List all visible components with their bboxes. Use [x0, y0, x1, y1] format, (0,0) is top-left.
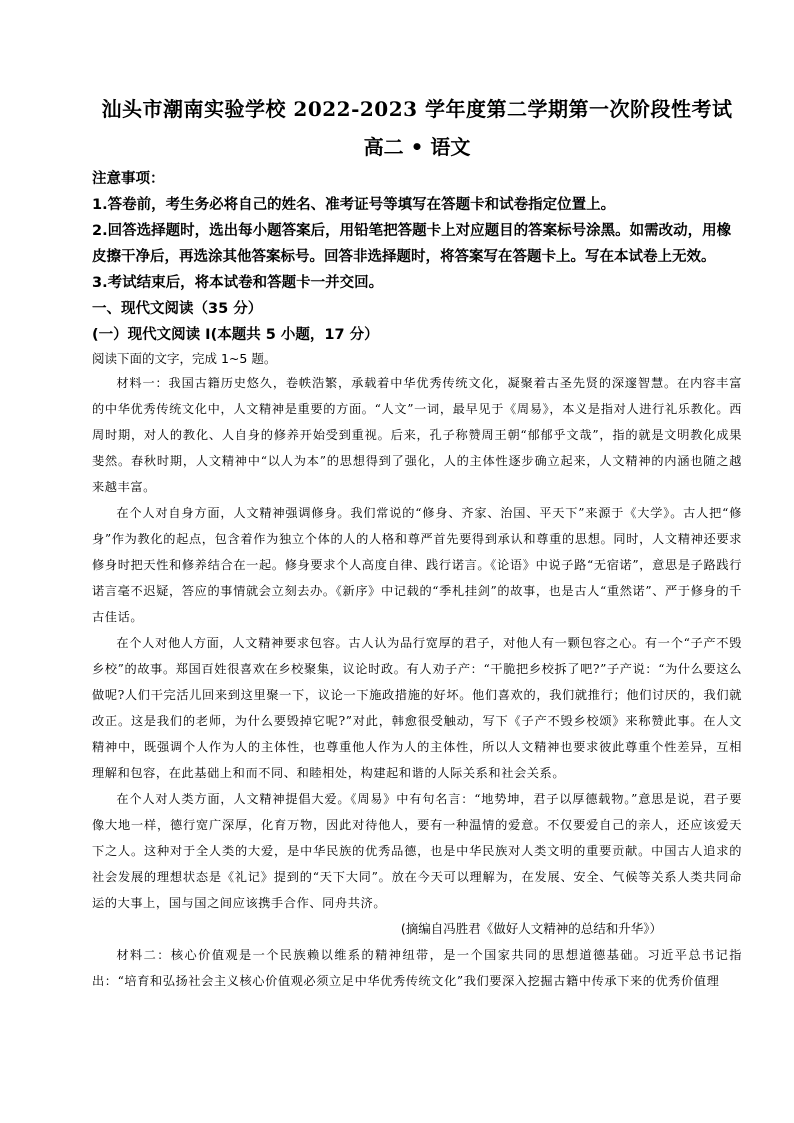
material1-paragraph: 在个人对他人方面，人文精神要求包容。古人认为品行宽厚的君子，对他人有一颗包容之心。有一个“子产不毁乡校”的故事。郑国百姓很喜欢在乡校聚集，议论时政。有人劝子产：“干脆把乡校拆了吧?”子产说：“为什么要这么做呢?人们干完活儿回来到这里聚一下，议论一下施政措施的好坏。他们喜欢的，我们就推行；他们讨厌的，我们就改正。这是我们的老师，为什么要毁掉它呢?”对此，韩愈很受触动，写下《子产不毁乡校颂》来称赞此事。在人文精神中，既强调个人作为人的主体性，也尊重他人作为人的主体性，所以人文精神也要求彼此尊重个性差异，互相理解和包容，在此基础上和而不同、和睦相处，构建起和谐的人际关系和社会关系。	[92, 636, 742, 780]
exam-page	[92, 92, 742, 994]
material2-paragraph: 材料二：核心价值观是一个民族赖以维系的精神纽带，是一个国家共同的思想道德基础。习近平总书记指出：“培育和弘扬社会主义核心价值观必须立足中华优秀传统文化”我们要深入挖掘古籍中传承下来的优秀价值理	[92, 948, 742, 988]
note-item: 1.答卷前，考生务必将自己的姓名、准考证号等填写在答题卡和试卷指定位置上。	[92, 197, 616, 213]
exam-title: 汕头市潮南实验学校 2022-2023 学年度第二学期第一次阶段性考试	[101, 97, 733, 121]
exam-subtitle: 高二 • 语文	[363, 135, 471, 159]
material1-paragraph: 材料一：我国古籍历史悠久，卷帙浩繁，承载着中华优秀传统文化，凝聚着古圣先贤的深邃智慧。在内容丰富的中华优秀传统文化中，人文精神是重要的方面。“人文”一词，最早见于《周易》，本义是指对人进行礼乐教化。西周时期，对人的教化、人自身的修养开始受到重视。后来，孔子称赞周王朝“郁郁乎文哉”，指的就是文明教化成果斐然。春秋时期，人文精神中“以人为本”的思想得到了强化，人的主体性逐步确立起来，人文精神的内涵也随之越来越丰富。	[92, 376, 742, 494]
reading-instruction: 阅读下面的文字，完成 1~5 题。	[92, 351, 277, 366]
material1-paragraph: 在个人对人类方面，人文精神提倡大爱。《周易》中有句名言：“地势坤，君子以厚德载物。”意思是说，君子要像大地一样，德行宽广深厚，化育万物，因此对待他人，要有一种温情的爱意。不仅要爱自己的亲人，还应该爱天下之人。这种对于全人类的大爱，是中华民族的优秀品德，也是中华民族对人类文明的重要贡献。中国古人追求的社会发展的理想状态是《礼记》提到的“天下大同”。放在今天可以理解为，在发展、安全、气候等关系人类共同命运的大事上，国与国之间应该携手合作、同舟共济。	[92, 792, 742, 910]
material1-paragraph: 在个人对自身方面，人文精神强调修身。我们常说的“修身、齐家、治国、平天下”来源于《大学》。古人把“修身”作为教化的起点，包含着作为独立个体的人的人格和尊严首先要得到承认和尊重的思想。同时，人文精神还要求修身时把天性和修养结合在一起。修身要求个人高度自律、践行诺言。《论语》中说子路“无宿诺”，意思是子路践行诺言毫不迟疑，答应的事情就会立刻去办。《新序》中记载的“季札挂剑”的故事，也是古人“重然诺”、严于修身的千古佳话。	[92, 506, 742, 624]
notes-heading: 注意事项：	[92, 171, 165, 187]
section-heading: 一、现代文阅读（35 分）	[92, 301, 263, 317]
material1-source: (摘编自冯胜君《做好人文精神的总结和升华》）	[400, 921, 662, 936]
note-item: 2.回答选择题时，选出每小题答案后，用铅笔把答题卡上对应题目的答案标号涂黑。如需改动，用橡皮擦干净后，再选涂其他答案标号。回答非选择题时，将答案写在答题卡上。写在本试卷上无效。	[92, 223, 732, 265]
section-sub-heading: (一）现代文阅读 I(本题共 5 小题，17 分）	[92, 327, 379, 343]
note-item: 3.考试结束后，将本试卷和答题卡一并交回。	[92, 275, 384, 291]
